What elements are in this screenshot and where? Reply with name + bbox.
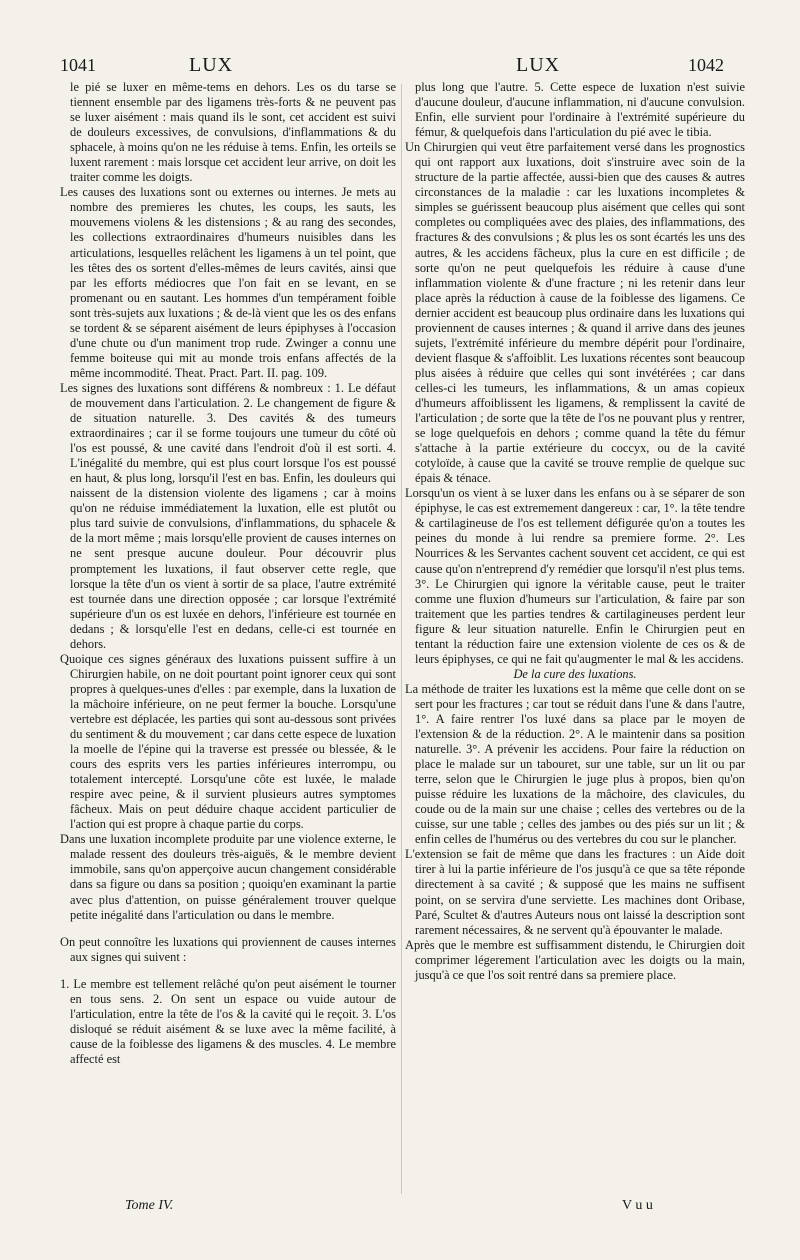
- column-divider: [401, 84, 402, 1194]
- left-column: [60, 80, 396, 1067]
- paragraph: Après que le membre est suffisamment distendu, le Chirurgien doit comprimer légerement l'articulation avec les doigts ou la main, jusqu'à ce que l'os soit rentré dans sa premiere place.: [405, 937, 745, 982]
- paragraph: Quoique ces signes généraux des luxations puissent suffire à un Chirurgien habile, on ne doit pourtant point ignorer ceux qui sont propres à quelques-unes d'elles : par exemple, dans la luxation de la mâchoire inférieure, on ne peut fermer la bouche. Lorsqu'une vertebre est déplacée, les parties qui sont au-dessous sont privées du sentiment & du mouvement ; car dans cette espece de luxation la moelle de l'épine qui la traverse est pressée ou blessée, & le cours des esprits vers les parties inférieures interrompu, ou totalement intercepté. Lorsqu'une côte est luxée, le malade respire avec peine, & il survient plusieurs autres symptomes fâcheux. Mais on peut déduire chaque accident particulier de l'action qui est propre à chaque partie du corps.: [60, 651, 396, 832]
- left-running-head: LUX: [189, 54, 234, 76]
- paragraph: On peut connoître les luxations qui proviennent de causes internes aux signes qui suivent :: [60, 934, 396, 964]
- paragraph: Dans une luxation incomplete produite par une violence externe, le malade ressent des douleurs très-aiguës, & le membre devient immobile, sans qu'on apperçoive aucun changement considérable dans sa figure ou dans sa position ; quoiqu'en examinant la partie avec plus d'attention, on puisse généralement trouver quelque petite inégalité dans l'articulation ou dans le membre.: [60, 832, 396, 922]
- paragraph: L'extension se fait de même que dans les fractures : un Aide doit tirer à lui la partie inférieure de l'os jusqu'à ce que sa tête réponde directement à sa cavité ; & supposé que les mains ne suffisent point, on se servira d'une serviette. Les machines dont Oribase, Paré, Scultet & d'autres Auteurs nous ont laissé la description sont rarement nécessaires, & ne servent qu'à épouvanter le malade.: [405, 847, 745, 937]
- paragraph: Lorsqu'un os vient à se luxer dans les enfans ou à se séparer de son épiphyse, le cas est extremement dangereux : car, 1°. la tête tendre & cartilagineuse de l'os est tellement défigurée qu'on a toutes les peines du monde à lui rendre sa premiere forme. 2°. Les Nourrices & les Servantes cachent souvent cet accident, ce qui est cause qu'on n'entreprend d'y remédier que lorsqu'il n'est plus tems. 3°. Le Chirurgien qui ignore la véritable cause, peut le traiter comme une fluxion d'humeurs sur l'articulation, & faire par son traitement que les parties tendres & cartilagineuses perdent leur figure & leur situation naturelle. Enfin le Chirurgien peut en tentant la réduction faire une extension violente de ces os & de leurs épiphyses, ce qui ne fait qu'augmenter le mal & les accidens.: [405, 486, 745, 666]
- signature-mark: V u u: [622, 1198, 653, 1213]
- left-page-number: 1041: [60, 55, 96, 75]
- section-heading: De la cure des luxations.: [513, 666, 637, 681]
- continued-paragraph: plus long que l'autre. 5. Cette espece de luxation n'est suivie d'aucune douleur, d'aucune inflammation, ni d'aucune convulsion. Enfin, elle survient pour l'ordinaire à l'extrémité supérieure du fémur, & quelquefois dans l'articulation du pié avec le tibia.: [415, 80, 745, 140]
- right-running-head: LUX: [516, 54, 561, 76]
- paragraph: Les signes des luxations sont différens & nombreux : 1. Le défaut de mouvement dans l'articulation. 2. Le changement de figure & de situation naturelle. 3. Des cavités & des tumeurs extraordinaires ; car il se forme toujours une tumeur du côté où l'os est poussé, & une cavité dans l'endroit d'où il est sorti. 4. L'inégalité du membre, qui est plus court lorsque l'os est poussé en haut, & plus long, lorsqu'il l'est en bas. Enfin, les douleurs qui naissent de la distension violente des ligamens ; car à moins qu'on ne réduise immédiatement la luxation, elle est plutôt ou plus tard suivie de convulsions, d'inflammations, du sphacele & de la mort même ; mais lorsqu'elle provient de causes internes on ne sent presque aucune douleur. Pour découvrir plus promptement les luxations, il faut observer cette regle, que lorsque la tête d'un os vient à sortir de sa place, l'autre extrémité est tournée dans une direction opposée ; car lorsque l'extrémité supérieure d'un os est luxée en dehors, l'inférieure est tournée en dedans ; & lorsqu'elle l'est en dedans, celle-ci est tournée en dehors.: [60, 380, 396, 651]
- right-column: [405, 80, 745, 983]
- paragraph: Un Chirurgien qui veut être parfaitement versé dans les prognostics qui ont rapport aux luxations, doit s'instruire avec soin de la structure de la partie affectée, aussi-bien que des causes & autres circonstances de la maladie : car les luxations incompletes & simples se guérissent beaucoup plus aisément que celles qui sont completes ou compliquées avec des plaies, des inflammations, des fractures & des convulsions ; & plus les os sont écartés les uns des autres, & les accidens fâcheux, plus la cure en est difficile ; de sorte qu'on ne peut quelquefois les réduire à cause d'une inflammation violente & d'une fracture ; ni les retenir dans leur place après la réduction à cause de la foiblesse des ligamens. Ce dernier accident est beaucoup plus ordinaire dans les luxations qui proviennent de causes internes ; & quand il arrive dans des jeunes sujets, l'extrémité inférieure du membre dépérit pour l'ordinaire, devient flasque & s'affoiblit. Les luxations récentes sont beaucoup plus aisées à réduire que celles qui sont invétérées ; car dans celles-ci les tumeurs, les inflammations, & un amas copieux d'humeurs affoiblissent les ligamens, & remplissent la cavité de l'articulation ; de sorte que la tête de l'os ne pouvant plus y rentrer, se loge quelquefois en dehors ; comme quand la tête du fémur s'attache à la partie extérieure du coccyx, ou de la cavité cotyloïde, à cause que la cavité se trouve remplie de quelque suc épais & ténace.: [405, 140, 746, 486]
- paragraph-gap: [60, 965, 396, 977]
- paragraph-gap: [60, 923, 396, 935]
- volume-footer: Tome IV.: [125, 1198, 174, 1213]
- paragraph: Les causes des luxations sont ou externes ou internes. Je mets au nombre des premieres les chutes, les coups, les sauts, les mouvemens violens & les distensions ; & au rang des secondes, les collections extraordinaires d'humeurs nuisibles dans les articulations, lesquelles relâchent les ligamens à un tel point, que les têtes des os sortent d'elles-mêmes de leurs cavités, ainsi que par les efforts médiocres que l'on fait en se levant, en se promenant ou en sautant. Les hommes d'un tempérament foible sont très-sujets aux luxations ; & de-là vient que les os des enfans se tordent & se séparent aisément de leurs épiphyses à l'occasion d'une chute ou d'un maniment trop rude. Zwinger a connu une femme boiteuse qui mit au monde trois enfans affectés de la même incommodité. Theat. Pract. Part. II. pag. 109.: [60, 185, 396, 380]
- paragraph: La méthode de traiter les luxations est la même que celle dont on se sert pour les fractures ; car tout se réduit dans l'une & dans l'autre, 1°. A faire rentrer l'os luxé dans sa place par le moyen de l'extension & de la réduction. 2°. A le maintenir dans sa position naturelle. 3°. A prévenir les accidens. Pour faire la réduction on place le malade sur un tabouret, sur une table, sur un lit ou par terre, selon que le Chirurgien le juge plus à propos, bien qu'on puisse réduire les luxations de la mâchoire, des clavicules, du coude ou de la main sur une chaise ; celles des vertebres ou de la cuisse, sur une table ; celles des jambes ou des piés sur un lit ; & enfin celles de l'humérus ou des vertebres du cou sur le plancher.: [405, 681, 745, 847]
- right-page-number: 1042: [688, 55, 724, 75]
- numbered-paragraph: 1. Le membre est tellement relâché qu'on peut aisément le tourner en tous sens. 2. On sent un espace ou vuide autour de l'articulation, entre la tête de l'os & la cavité qui le reçoit. 3. L'os disloqué se réduit aisément & se luxe avec la même facilité, à cause de la foiblesse des ligamens & des muscles. 4. Le membre affecté est: [60, 976, 396, 1066]
- continued-paragraph: le pié se luxer en même-tems en dehors. Les os du tarse se tiennent ensemble par des ligamens très-forts & ne peuvent pas se luxer aisément : mais quand ils le sont, cet accident est suivi de douleurs excessives, de convulsions, d'inflammations & du sphacele, à moins qu'on ne les réduise à tems. Enfin, les orteils se luxent rarement : mais lorsque cet accident leur arrive, on doit les traiter comme les doigts.: [70, 80, 396, 185]
